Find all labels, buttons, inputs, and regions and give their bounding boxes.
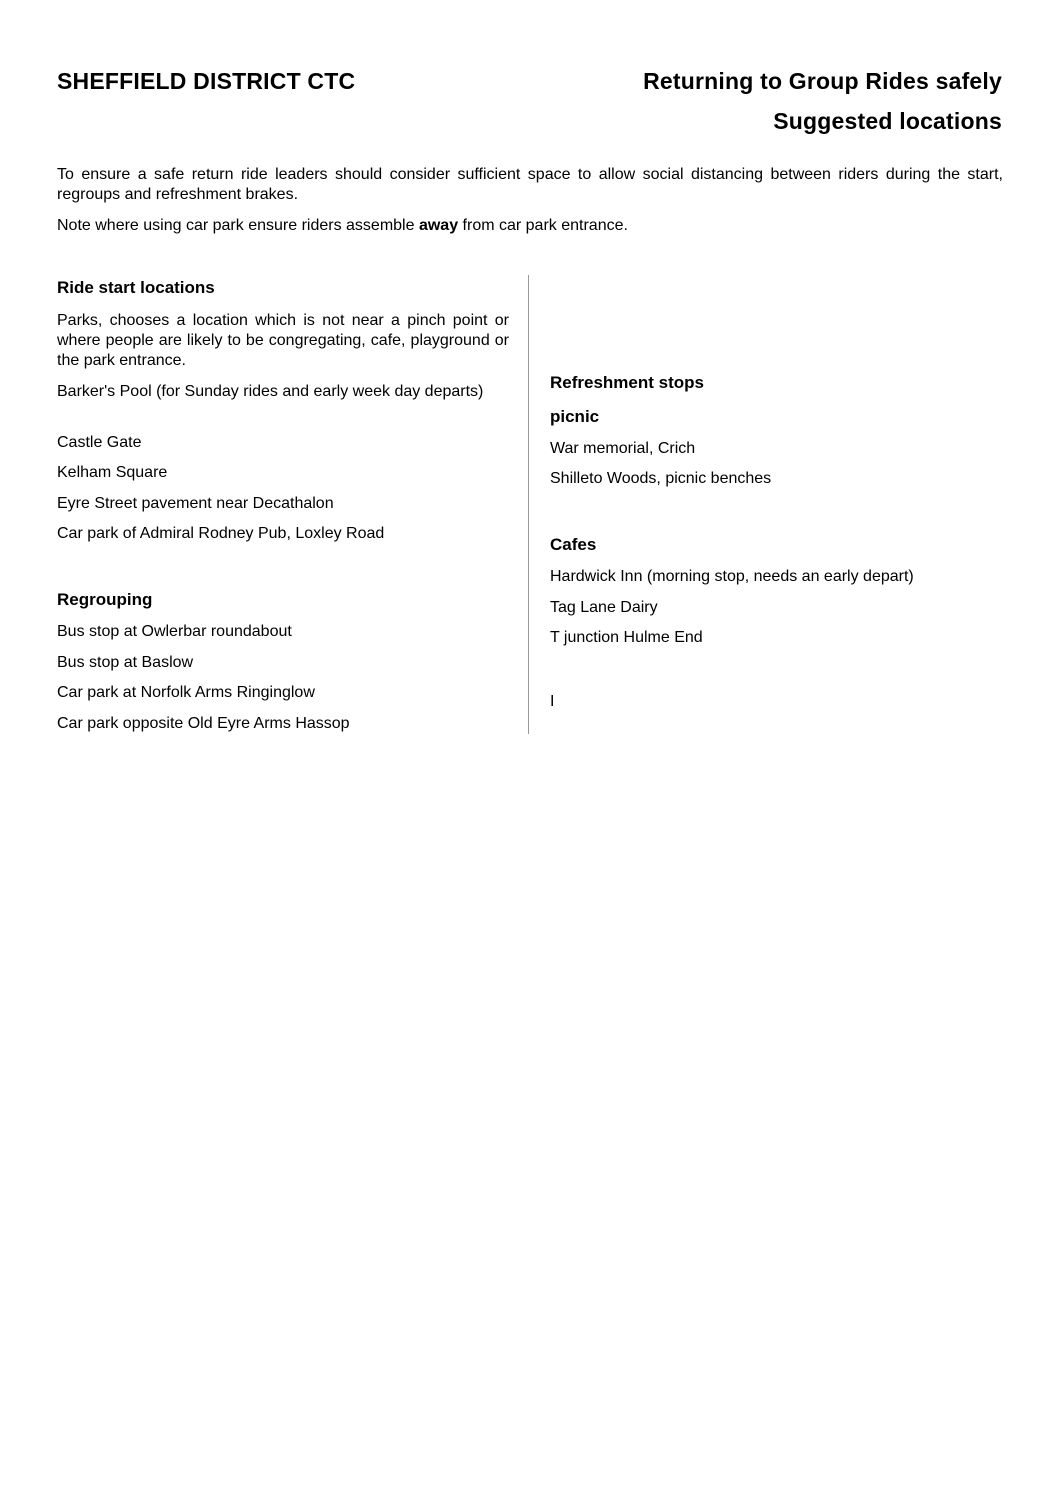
ride-start-heading: Ride start locations	[57, 278, 215, 297]
cafe-item: Hardwick Inn (morning stop, needs an early depart)	[550, 568, 914, 585]
ride-start-item: Parks, chooses a location which is not near a pinch point or where people are likely to be congregating, cafe, playground or the park entrance.	[57, 312, 509, 369]
picnic-item: War memorial, Crich	[550, 440, 696, 457]
stray-text-mark: I	[550, 693, 555, 710]
regrouping-heading: Regrouping	[57, 590, 153, 609]
note-text-after: from car park entrance.	[458, 217, 628, 234]
regrouping-item: Bus stop at Baslow	[57, 654, 194, 671]
regrouping-item: Bus stop at Owlerbar roundabout	[57, 623, 292, 640]
picnic-heading: picnic	[550, 407, 600, 426]
ride-start-item: Barker's Pool (for Sunday rides and early week day departs)	[57, 383, 484, 400]
regrouping-item: Car park at Norfolk Arms Ringinglow	[57, 684, 315, 701]
ride-start-item: Kelham Square	[57, 464, 168, 481]
cafe-item: T junction Hulme End	[550, 629, 703, 646]
cafe-item: Tag Lane Dairy	[550, 599, 658, 616]
document-subtitle: Suggested locations	[773, 108, 1002, 134]
ride-start-item: Castle Gate	[57, 434, 142, 451]
refreshment-heading: Refreshment stops	[550, 373, 704, 392]
intro-paragraph: To ensure a safe return ride leaders should consider sufficient space to allow social distancing between riders during the start, regroups and refreshment brakes.	[57, 166, 1003, 203]
note-emphasis: away	[418, 217, 459, 234]
picnic-item: Shilleto Woods, picnic benches	[550, 470, 772, 487]
note-text-before: Note where using car park ensure riders assemble	[57, 217, 419, 234]
ride-start-item: Eyre Street pavement near Decathalon	[57, 495, 334, 512]
column-divider	[528, 275, 529, 734]
ride-start-item: Car park of Admiral Rodney Pub, Loxley Road	[57, 525, 385, 542]
document-title: Returning to Group Rides safely	[643, 68, 1002, 94]
car-park-note	[57, 216, 1003, 236]
organisation-title: SHEFFIELD DISTRICT CTC	[57, 68, 356, 94]
regrouping-item: Car park opposite Old Eyre Arms Hassop	[57, 715, 350, 732]
cafes-heading: Cafes	[550, 535, 597, 554]
